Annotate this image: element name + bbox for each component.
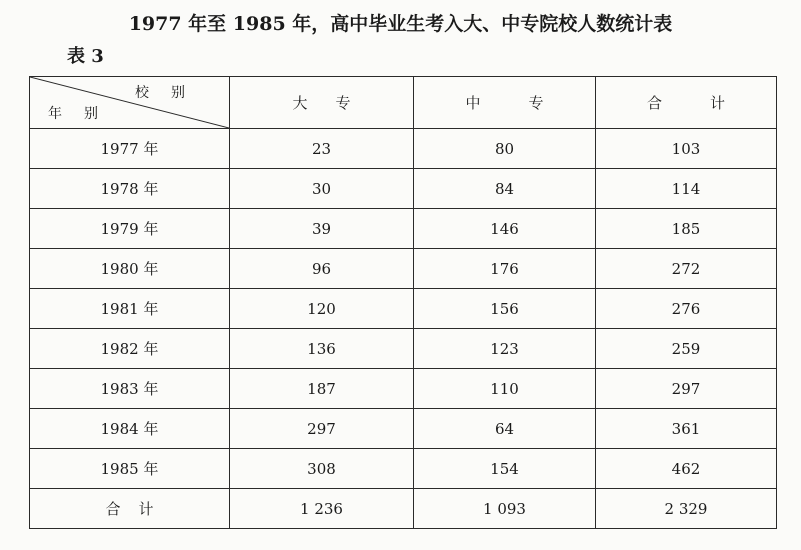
technical-count-cell: 146 xyxy=(414,209,596,249)
college-count-cell: 23 xyxy=(230,129,414,169)
total-count-cell: 276 xyxy=(596,289,777,329)
row-year-label: 1985 年 xyxy=(30,449,230,489)
grand-total-cell: 2 329 xyxy=(596,489,777,529)
table-row xyxy=(30,329,777,369)
total-count-cell: 361 xyxy=(596,409,777,449)
technical-count-cell: 123 xyxy=(414,329,596,369)
column-header-total: 合计 xyxy=(596,77,777,129)
table-row xyxy=(30,409,777,449)
college-count-cell: 96 xyxy=(230,249,414,289)
table-row xyxy=(30,289,777,329)
corner-label-year: 年别 xyxy=(48,106,120,122)
column-header-technical-school: 中专 xyxy=(414,77,596,129)
table-row xyxy=(30,449,777,489)
statistics-table xyxy=(29,76,777,529)
total-count-cell: 103 xyxy=(596,129,777,169)
total-row-label: 合计 xyxy=(30,489,230,529)
college-count-cell: 308 xyxy=(230,449,414,489)
row-year-label: 1982 年 xyxy=(30,329,230,369)
table-row xyxy=(30,209,777,249)
college-count-cell: 297 xyxy=(230,409,414,449)
row-year-label: 1984 年 xyxy=(30,409,230,449)
total-count-cell: 114 xyxy=(596,169,777,209)
college-count-cell: 120 xyxy=(230,289,414,329)
row-year-label: 1983 年 xyxy=(30,369,230,409)
document-title: 1977 年至 1985 年，高中毕业生考入大、中专院校人数统计表 xyxy=(128,13,673,35)
college-count-cell: 39 xyxy=(230,209,414,249)
total-count-cell: 462 xyxy=(596,449,777,489)
technical-count-cell: 154 xyxy=(414,449,596,489)
college-count-cell: 30 xyxy=(230,169,414,209)
technical-count-cell: 156 xyxy=(414,289,596,329)
total-count-cell: 185 xyxy=(596,209,777,249)
row-year-label: 1980 年 xyxy=(30,249,230,289)
table-row xyxy=(30,369,777,409)
college-count-cell: 136 xyxy=(230,329,414,369)
column-header-college: 大专 xyxy=(230,77,414,129)
total-count-cell: 259 xyxy=(596,329,777,369)
table-row xyxy=(30,129,777,169)
table-row xyxy=(30,169,777,209)
corner-header-cell xyxy=(30,77,230,129)
row-year-label: 1981 年 xyxy=(30,289,230,329)
college-count-cell: 187 xyxy=(230,369,414,409)
technical-total-cell: 1 093 xyxy=(414,489,596,529)
header-row xyxy=(30,77,777,129)
row-year-label: 1978 年 xyxy=(30,169,230,209)
table-row xyxy=(30,249,777,289)
total-count-cell: 297 xyxy=(596,369,777,409)
technical-count-cell: 84 xyxy=(414,169,596,209)
technical-count-cell: 80 xyxy=(414,129,596,169)
technical-count-cell: 110 xyxy=(414,369,596,409)
row-year-label: 1979 年 xyxy=(30,209,230,249)
college-total-cell: 1 236 xyxy=(230,489,414,529)
technical-count-cell: 64 xyxy=(414,409,596,449)
row-year-label: 1977 年 xyxy=(30,129,230,169)
technical-count-cell: 176 xyxy=(414,249,596,289)
corner-label-school-type: 校别 xyxy=(135,85,207,101)
table-label: 表 3 xyxy=(67,46,104,67)
total-row xyxy=(30,489,777,529)
total-count-cell: 272 xyxy=(596,249,777,289)
